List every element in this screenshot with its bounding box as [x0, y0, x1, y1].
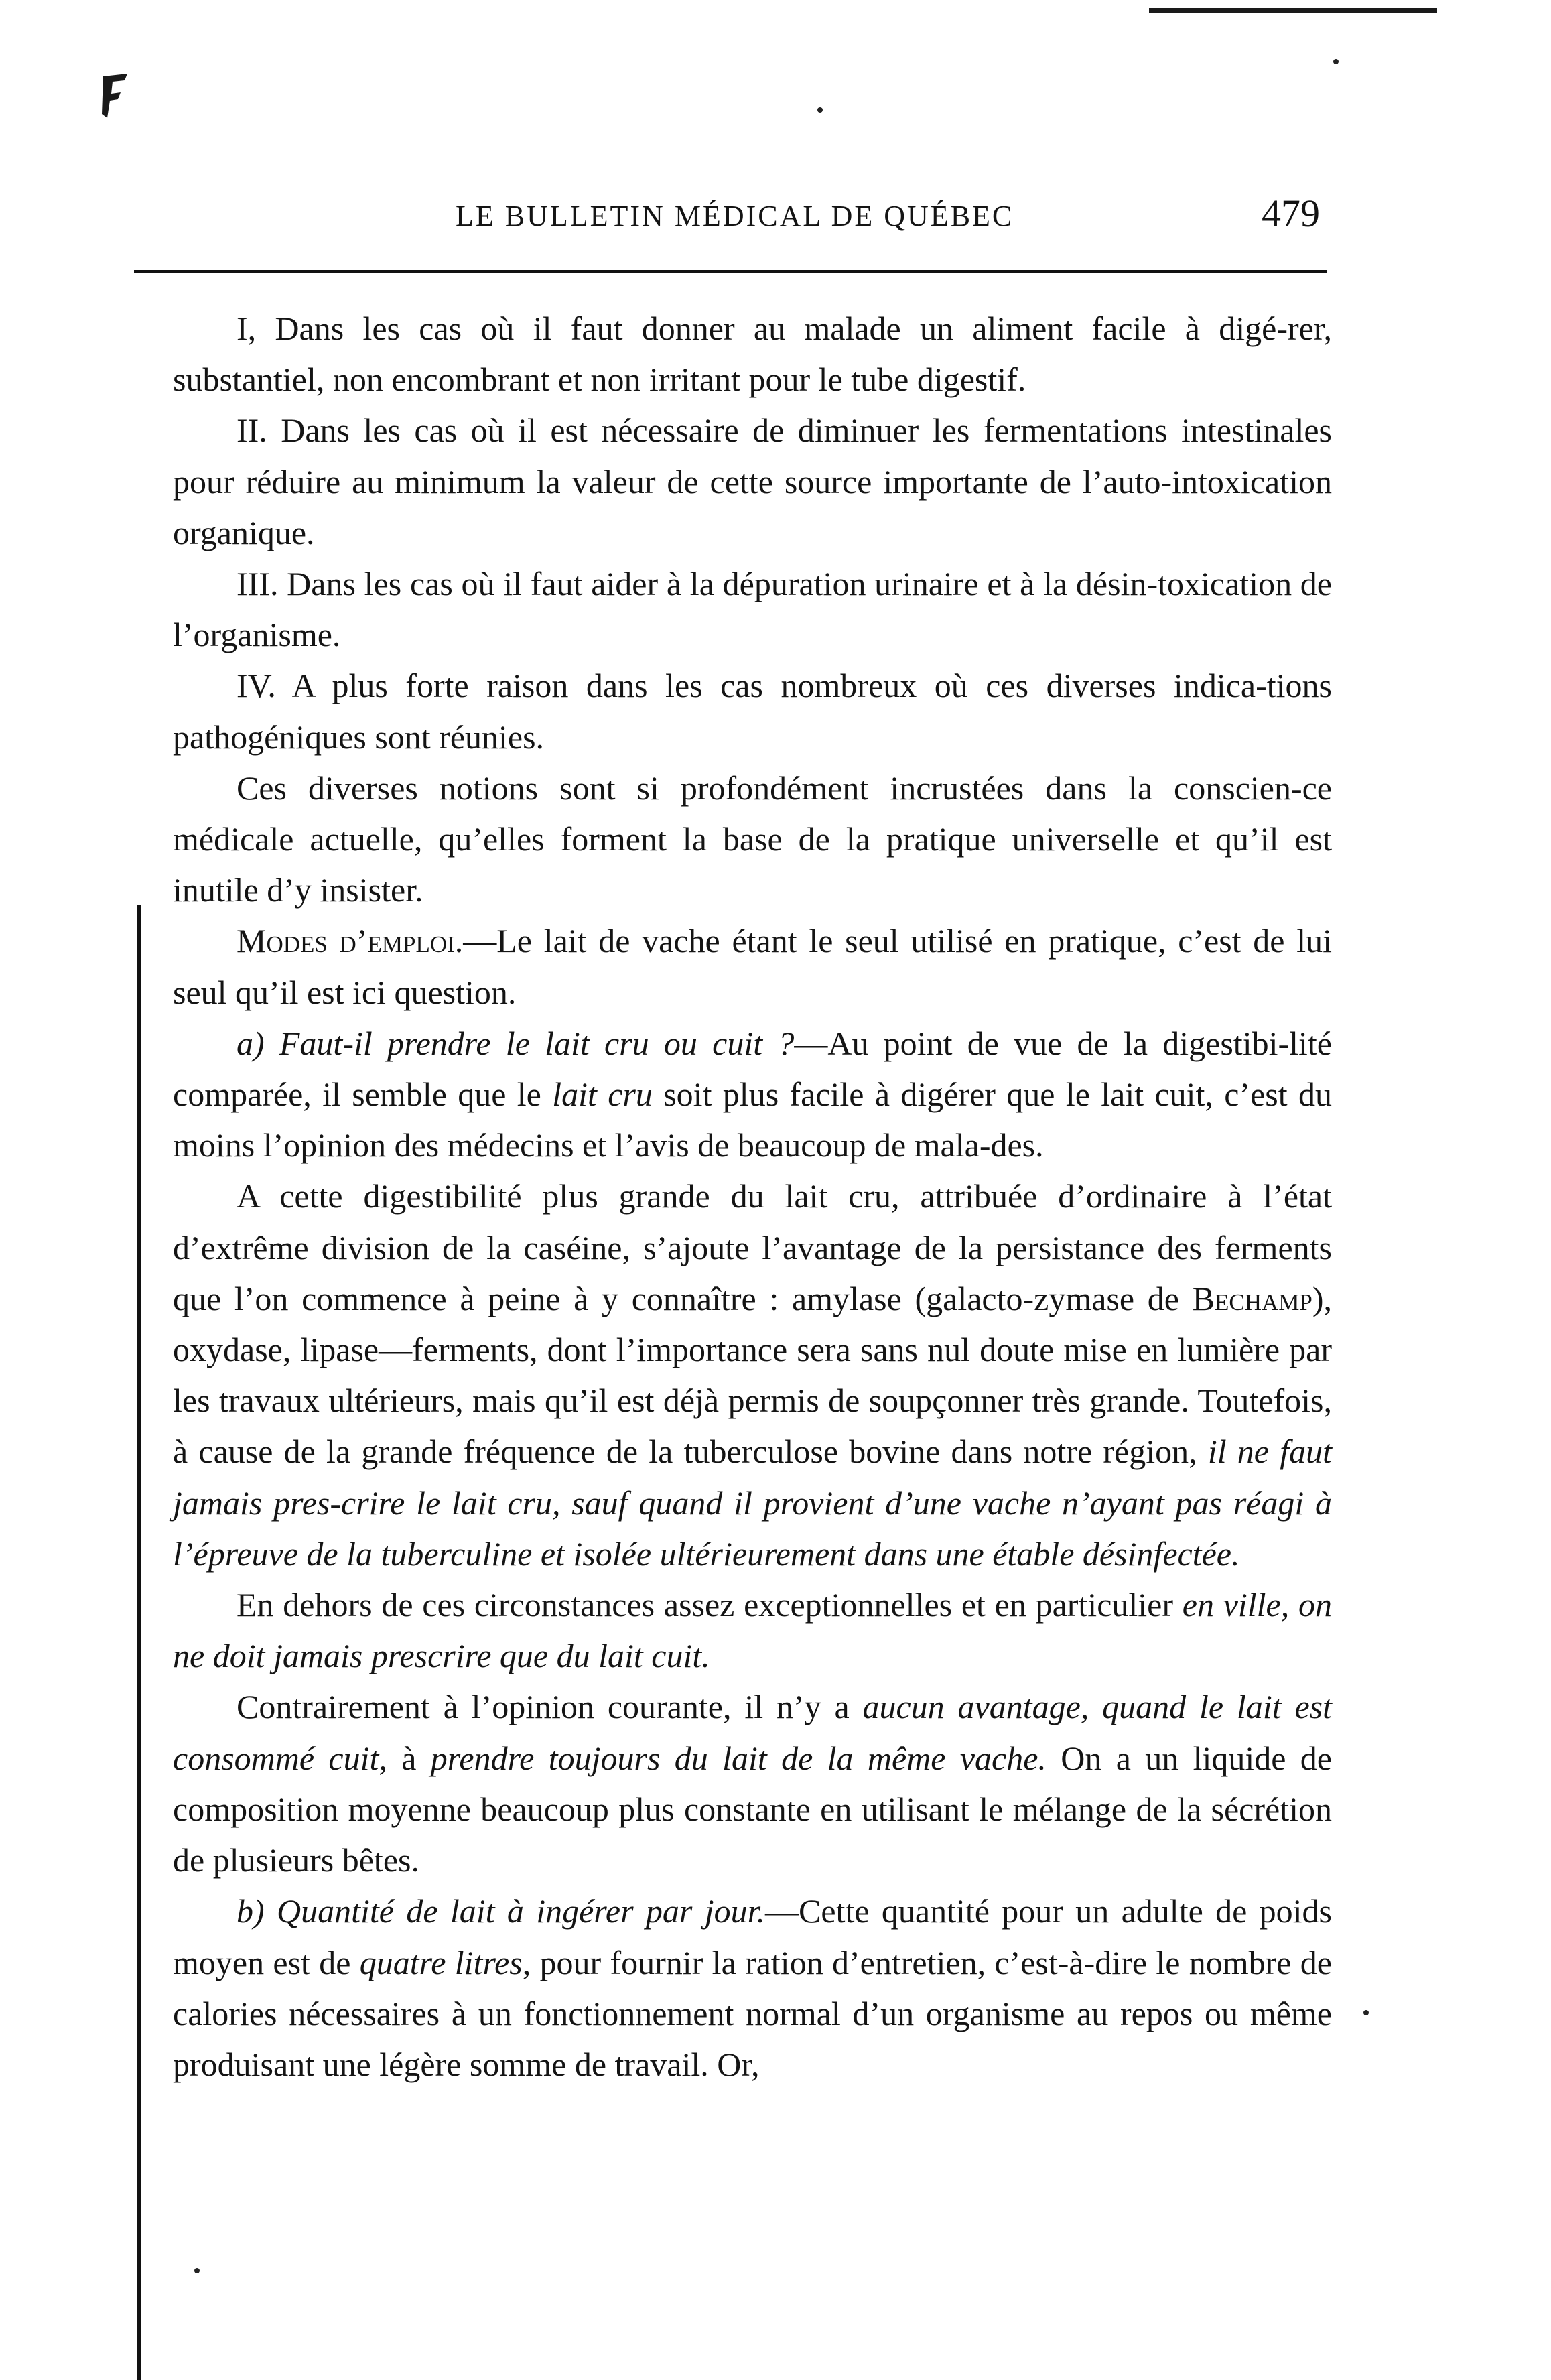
paragraph-text: Dans les cas où il faut donner au malade un aliment facile à digé-rer, substantiel, non encombrant et non irritant pour le tube digestif.	[173, 310, 1332, 399]
paragraph-10	[173, 1681, 1332, 1886]
page-number: 479	[1262, 192, 1320, 235]
paragraph-modes	[173, 915, 1332, 1017]
paragraph-text: —Cette quantité pour un adulte de poids moyen est de	[173, 1892, 1333, 1981]
item-label: b)	[237, 1892, 277, 1930]
speck	[194, 2268, 200, 2273]
running-head: LE BULLETIN MÉDICAL DE QUÉBEC	[456, 200, 1014, 233]
speck	[1333, 59, 1339, 64]
paragraph-3	[173, 558, 1332, 660]
paragraph-2	[173, 405, 1332, 558]
subsection-heading: Quantité de lait à ingérer par jour.	[277, 1892, 766, 1930]
paragraph-text: En dehors de ces circonstances assez exceptionnelles et en particulier	[237, 1586, 1183, 1624]
emphasis: aucun avantage, quand le lait est consommé cuit,	[173, 1688, 1332, 1777]
margin-mark-icon	[100, 74, 133, 121]
paragraph-text: A cette digestibilité plus grande du lait cru, attribuée d’ordinaire à l’état d’extrême division de la caséine, s’ajoute l’avantage de la persistance des ferments que l’on commence à peine à y connaître : amylase (galacto-zymase de	[173, 1177, 1332, 1317]
page-header	[134, 191, 1340, 245]
paragraph-text: A plus forte raison dans les cas nombreux où ces diverses indica-tions pathogéniques sont réunies.	[173, 667, 1332, 756]
speck	[817, 107, 823, 113]
subsection-heading: Faut-il prendre le lait cru ou cuit ?	[279, 1024, 795, 1062]
section-heading: Modes d’emploi.	[237, 922, 464, 960]
paragraph-text: Dans les cas où il est nécessaire de diminuer les fermentations intestinales pour réduire au minimum la valeur de cette source importante de l’auto-intoxication organique.	[173, 411, 1332, 551]
speck	[1363, 2010, 1369, 2015]
emphasis: en ville, on ne doit jamais prescrire que du lait cuit.	[173, 1586, 1332, 1675]
paragraph-text: Contrairement à l’opinion courante, il n’y a	[237, 1688, 863, 1726]
paragraph-1	[173, 303, 1332, 405]
emphasis: lait cru	[552, 1075, 653, 1114]
paragraph-text: , pour fournir la ration d’entretien, c’est-à-dire le nombre de calories nécessaires à un fonctionnement normal d’un organisme au repos ou même produisant une légère somme de travail. Or,	[173, 1943, 1332, 2083]
page-body	[173, 303, 1332, 2090]
author-name: Bechamp	[1192, 1279, 1312, 1317]
item-number: IV.	[237, 667, 276, 705]
emphasis: il ne faut jamais pres-crire le lait cru, sauf quand il provient d’une vache n’ayant pas réagi à l’épreuve de la tuberculine et isolée ultérieurement dans une étable désinfectée.	[173, 1433, 1332, 1573]
paragraph-a	[173, 1018, 1332, 1171]
item-number: II.	[237, 411, 267, 450]
header-rule	[134, 270, 1327, 273]
paragraph-4	[173, 660, 1332, 762]
item-number: I,	[237, 310, 257, 347]
paragraph-text: Dans les cas où il faut aider à la dépuration urinaire et à la désin-toxication de l’organisme.	[173, 565, 1332, 654]
paragraph-text: à	[387, 1739, 431, 1777]
top-edge-rule	[1149, 8, 1437, 13]
page-binding-edge	[137, 905, 141, 2380]
emphasis: prendre toujours du lait de la même vache.	[430, 1739, 1047, 1777]
paragraph-text: soit plus facile à digérer que le lait cuit, c’est du moins l’opinion des médecins et l’avis de beaucoup de mala-des.	[173, 1075, 1333, 1165]
item-label: a)	[237, 1024, 279, 1062]
paragraph-5: Ces diverses notions sont si profondément incrustées dans la conscien-ce médicale actuelle, qu’elles forment la base de la pratique universelle et qu’il est inutile d’y insister.	[173, 769, 1332, 909]
paragraph-text: —Au point de vue de la digestibi-lité comparée, il semble que le	[173, 1024, 1333, 1114]
paragraph-text: On a un liquide de composition moyenne beaucoup plus constante en utilisant le mélange de la sécrétion de plusieurs bêtes.	[173, 1739, 1332, 1879]
paragraph-text: ), oxydase, lipase—ferments, dont l’importance sera sans nul doute mise en lumière par les travaux ultérieurs, mais qu’il est déjà permis de soupçonner très grande. Toutefois, à cause de la grande fréquence de la tuberculose bovine dans notre région,	[173, 1279, 1332, 1471]
paragraph-b	[173, 1886, 1332, 2090]
paragraph-text: —Le lait de vache étant le seul utilisé en pratique, c’est de lui seul qu’il est ici question.	[173, 922, 1332, 1011]
item-number: III.	[237, 565, 279, 603]
paragraph-9	[173, 1579, 1332, 1681]
paragraph-8	[173, 1171, 1332, 1579]
emphasis: quatre litres	[359, 1943, 523, 1981]
